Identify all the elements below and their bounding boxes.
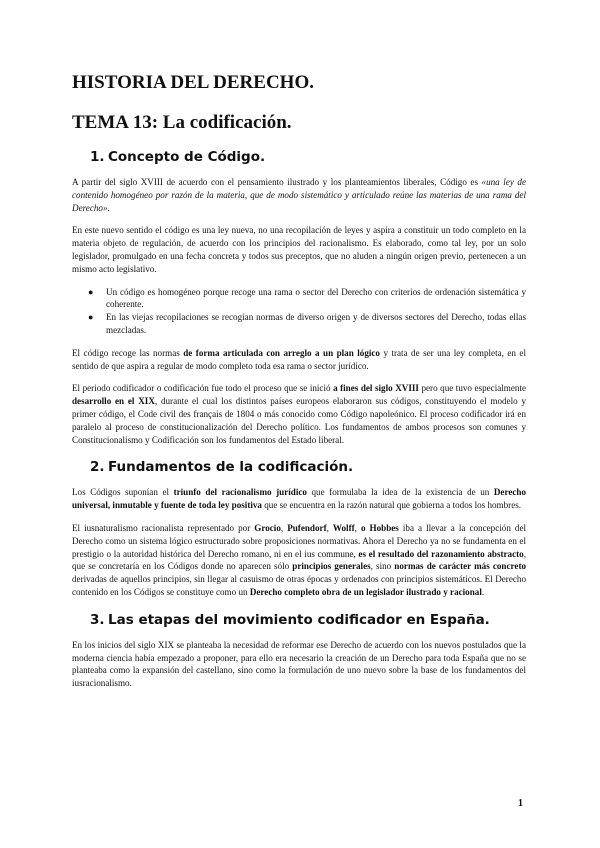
bold-phrase: Pufendorf [287,522,327,533]
paragraph-text: y trata de ser una ley completa, en el sentido de que aspira a regular de modo completo toda esa rama o sector jurídico. [72,347,526,371]
section-3-heading [72,611,526,629]
bold-phrase: o Hobbes [360,522,399,533]
paragraph-text: El periodo codificador o codificación fue todo el proceso que se inició [72,383,334,394]
bullet-list [72,286,526,337]
section-title: Fundamentos de la codificación. [108,459,354,476]
document-body [72,72,526,690]
bold-phrase: Wolff [332,522,355,533]
section-number: 2. [90,459,105,476]
paragraph [72,486,526,512]
section-title: Las etapas del movimiento codificador en España. [108,611,490,628]
bullet-icon: ● [88,312,94,323]
paragraph-text: El iusnaturalismo racionalista representado por [72,522,255,533]
list-item [72,311,526,337]
section-number: 3. [90,611,105,628]
paragraph-text: , sino [370,561,395,572]
paragraph [72,382,526,446]
paragraph-text: pero que tuvo especialmente [418,383,526,394]
bold-phrase: principios generales [292,561,371,572]
paragraph-text: que se encuentra en la razón natural que gobierna a todos los hombres. [261,500,522,511]
list-item-text: En las viejas recopilaciones se recogían normas de diverso origen y de diversos sectores del Derecho, todas ellas mezcladas. [106,312,526,335]
paragraph-text: derivadas de aquellos principios, sin llegar al casuismo de otras épocas y ordenados con principios sistemáticos. El Derecho contenido en los Códigos se constituye como un [72,574,526,597]
list-item [72,286,526,312]
paragraph: En los inicios del siglo XIX se planteaba la necesidad de reformar ese Derecho de acuerdo con los nuevos postulados que la moderna ciencia había empezado a proponer, para ello era necesario la creación de un Derecho para toda España que no se planteaba como la expansión del castellano, sino como la formulación de uno nuevo sobre la base de los fundamentos del iusracionalismo. [72,639,526,689]
bold-phrase: de forma articulada con arreglo a un plan lógico [183,347,380,358]
paragraph [72,176,526,214]
bold-phrase: Derecho completo obra de un legislador ilustrado y racional [249,586,482,597]
section-1-heading [72,148,526,166]
paragraph-text: iba a llevar a la concepción del Derecho como un sistema lógico estructurado sobre proposiciones normativas. Ahora el Derecho ya no se fundamenta en el prestigio o la autoridad histórica del Derecho romano, ni en el ius commune, [72,522,527,559]
definition-quote: «una ley de contenido homogéneo por razón de la materia, que de modo sistemático y articulado reúne las materias de una rama del Derecho» [72,177,526,213]
paragraph-text: , [326,522,333,533]
bold-phrase: a fines del siglo XVIII [333,383,419,394]
bullet-icon: ● [88,286,94,297]
section-2-heading [72,458,526,476]
bold-phrase: normas de carácter más concreto [394,561,527,572]
paragraph-text: Los Códigos suponían el [72,487,174,498]
bold-phrase: triunfo del racionalismo jurídico [173,487,307,498]
paragraph-text: , [354,522,361,533]
bold-phrase: Grocio [254,522,281,533]
paragraph-text: , durante el cual los distintos países europeos elaboraron sus códigos, constituyendo el modelo y primer código, el Code civil des français de 1804 o más conocido como Código napoleónico. El proceso codificador irá en paralelo al proceso de constitucionalización del Derecho político. Los fundamentos de ambos procesos son comunes y Constitucionalismo y Codificación son los fundamentos del Estado liberal. [72,396,526,445]
paragraph-text: que formulaba la idea de la existencia de un [306,487,494,498]
paragraph-text: A partir del siglo XVIII de acuerdo con el pensamiento ilustrado y los planteamientos liberales, Código es [72,177,482,187]
paragraph-text: . [481,586,485,597]
document-title: HISTORIA DEL DERECHO. [72,72,314,93]
bold-phrase: Derecho universal, inmutable y fuente de toda ley positiva [72,487,526,511]
paragraph-text: . [107,202,110,213]
paragraph-text: El código recoge las normas [72,347,184,358]
section-number: 1. [90,149,105,165]
bold-phrase: desarrollo en el XIX [72,396,155,407]
bold-phrase: es el resultado del razonamiento abstracto [358,548,524,559]
paragraph [72,522,526,599]
paragraph-text: , [280,522,288,533]
page-number: 1 [518,798,523,809]
paragraph [72,347,526,373]
paragraph: En este nuevo sentido el código es una ley nueva, no una recopilación de leyes y aspira a constituir un todo completo en la materia objeto de regulación, de acuerdo con los principios del racionalismo. Es elaborado, como tal ley, por un solo legislador, promulgado en una fecha concreta y todos sus preceptos, que no aluden a ningún origen previo, pertenecen a un mismo acto legislativo. [72,225,526,274]
list-item-text: Un código es homogéneo porque recoge una rama o sector del Derecho con criterios de ordenación sistemática y coherente. [106,286,526,310]
section-title: Concepto de Código. [108,149,266,165]
document-subtitle: TEMA 13: La codificación. [72,112,292,133]
paragraph-text: , que se concretaría en los Códigos donde no aparecen sólo [72,548,526,572]
